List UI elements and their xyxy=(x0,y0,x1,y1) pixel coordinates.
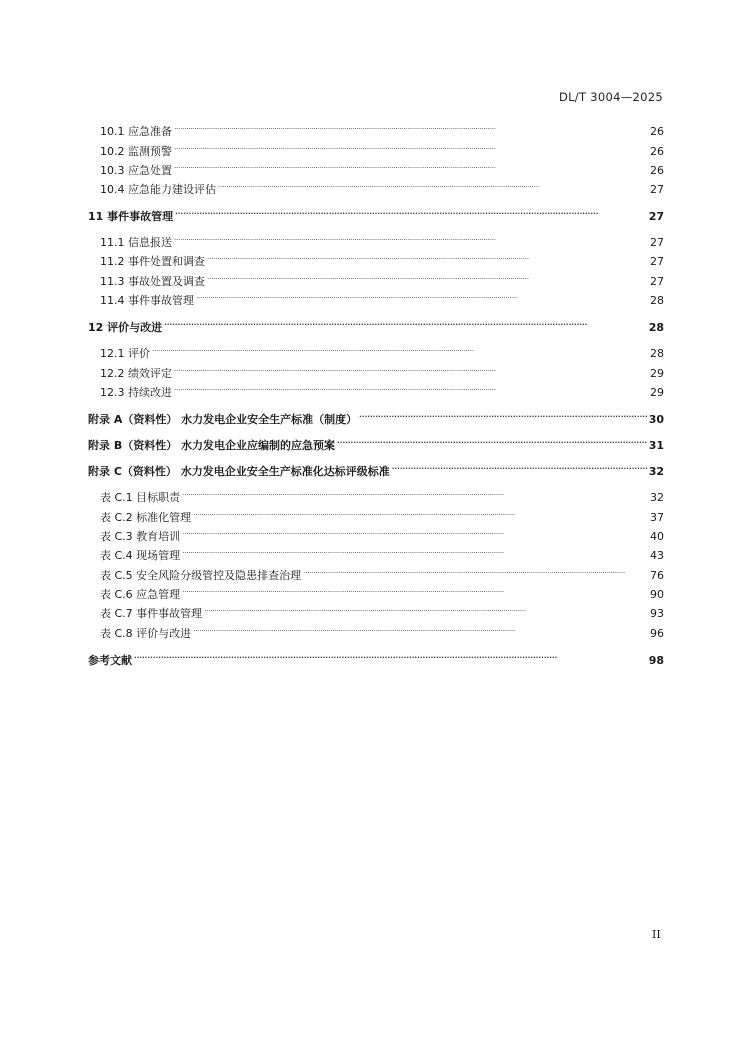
toc-entry-label: 11.1 信息报送 xyxy=(100,236,172,249)
toc-entry-label: 11 事件事故管理 xyxy=(88,210,174,223)
dot-leader xyxy=(182,485,648,501)
dot-leader xyxy=(207,249,648,265)
toc-entry-label: 12 评价与改进 xyxy=(88,321,163,334)
toc-entry-label: 表 C.2 标准化管理 xyxy=(100,511,192,524)
toc-entry-label: 11.2 事件处置和调查 xyxy=(100,255,205,268)
dot-leader xyxy=(182,582,648,598)
dot-leader xyxy=(359,407,647,423)
toc-entry[interactable] xyxy=(100,380,664,399)
toc-entry-page: 43 xyxy=(650,549,664,562)
toc-entry-label: 10.4 应急能力建设评估 xyxy=(100,183,216,196)
toc-entry[interactable] xyxy=(100,269,664,288)
toc-entry-page: 32 xyxy=(650,491,664,504)
toc-table-entry[interactable] xyxy=(100,601,664,620)
toc-appendix-entry[interactable] xyxy=(88,433,664,452)
toc-entry-page: 26 xyxy=(650,145,664,158)
toc-entry-page: 26 xyxy=(650,164,664,177)
toc-entry-page: 30 xyxy=(648,413,664,426)
toc-entry-label: 附录 B（资料性） 水力发电企业应编制的应急预案 xyxy=(88,439,336,452)
toc-entry-label: 附录 A（资料性） 水力发电企业安全生产标准（制度） xyxy=(88,413,358,426)
dot-leader xyxy=(337,433,647,449)
dot-leader xyxy=(392,459,647,475)
toc-entry-label: 表 C.4 现场管理 xyxy=(100,549,181,562)
dot-leader xyxy=(164,315,647,331)
toc-entry-page: 27 xyxy=(650,275,664,288)
toc-entry-label: 12.1 评价 xyxy=(100,347,150,360)
toc-entry-page: 27 xyxy=(648,210,664,223)
toc-entry-label: 参考文献 xyxy=(88,654,132,667)
toc-entry-label: 11.3 事故处置及调查 xyxy=(100,275,205,288)
toc-entry[interactable] xyxy=(100,158,664,177)
toc-entry-label: 表 C.5 安全风险分级管控及隐患排查治理 xyxy=(100,569,302,582)
toc-table-entry[interactable] xyxy=(100,524,664,543)
dot-leader xyxy=(152,341,648,357)
toc-entry[interactable] xyxy=(100,341,664,360)
toc-appendix-entry[interactable] xyxy=(88,459,664,478)
toc-entry-page: 76 xyxy=(650,569,664,582)
dot-leader xyxy=(174,119,648,135)
toc-entry-page: 31 xyxy=(648,439,664,452)
dot-leader xyxy=(182,543,648,559)
toc-entry-page: 90 xyxy=(650,588,664,601)
toc-entry-page: 29 xyxy=(650,386,664,399)
toc-chapter-entry[interactable] xyxy=(88,204,664,223)
dot-leader xyxy=(193,621,648,637)
toc-entry[interactable] xyxy=(100,177,664,196)
dot-leader xyxy=(174,158,648,174)
toc-entry-label: 表 C.6 应急管理 xyxy=(100,588,181,601)
page-number: II xyxy=(652,928,661,941)
dot-leader xyxy=(174,380,648,396)
toc-table-entry[interactable] xyxy=(100,505,664,524)
toc-table-entry[interactable] xyxy=(100,543,664,562)
dot-leader xyxy=(218,177,648,193)
toc-entry-label: 12.2 绩效评定 xyxy=(100,367,172,380)
dot-leader xyxy=(174,230,648,246)
toc-appendix-entry[interactable] xyxy=(88,407,664,426)
toc-entry-page: 27 xyxy=(650,236,664,249)
toc-entry-page: 26 xyxy=(650,125,664,138)
toc-entry[interactable] xyxy=(100,249,664,268)
toc-entry[interactable] xyxy=(100,230,664,249)
toc-entry-page: 28 xyxy=(648,321,664,334)
toc-entry-label: 10.2 监测预警 xyxy=(100,145,172,158)
toc-chapter-entry[interactable] xyxy=(88,315,664,334)
toc-entry[interactable] xyxy=(100,288,664,307)
dot-leader xyxy=(174,361,648,377)
toc-entry-page: 28 xyxy=(650,294,664,307)
toc-entry-label: 12.3 持续改进 xyxy=(100,386,172,399)
toc-entry-page: 27 xyxy=(650,255,664,268)
dot-leader xyxy=(134,648,647,664)
dot-leader xyxy=(193,505,648,521)
toc-entry-page: 28 xyxy=(650,347,664,360)
toc-entry-page: 32 xyxy=(648,465,664,478)
toc-entry-page: 93 xyxy=(650,607,664,620)
toc-entry-label: 表 C.7 事件事故管理 xyxy=(100,607,203,620)
toc-entry[interactable] xyxy=(100,361,664,380)
dot-leader xyxy=(207,269,648,285)
toc-entry[interactable] xyxy=(100,139,664,158)
toc-entry-page: 96 xyxy=(650,627,664,640)
toc-entry-label: 附录 C（资料性） 水力发电企业安全生产标准化达标评级标准 xyxy=(88,465,390,478)
toc-entry-label: 10.1 应急准备 xyxy=(100,125,172,138)
toc-entry-label: 表 C.1 目标职责 xyxy=(100,491,181,504)
dot-leader xyxy=(175,204,647,220)
toc-entry-label: 11.4 事件事故管理 xyxy=(100,294,194,307)
toc-table-entry[interactable] xyxy=(100,621,664,640)
dot-leader xyxy=(174,139,648,155)
dot-leader xyxy=(196,288,648,304)
toc-table-entry[interactable] xyxy=(100,563,664,582)
dot-leader xyxy=(204,601,648,617)
dot-leader xyxy=(303,563,648,579)
toc-entry-page: 40 xyxy=(650,530,664,543)
toc-entry-label: 表 C.8 评价与改进 xyxy=(100,627,192,640)
toc-references-entry[interactable] xyxy=(88,648,664,667)
dot-leader xyxy=(182,524,648,540)
toc-entry-page: 37 xyxy=(650,511,664,524)
toc-entry-page: 27 xyxy=(650,183,664,196)
toc-entry-page: 29 xyxy=(650,367,664,380)
toc-entry-page: 98 xyxy=(648,654,664,667)
toc-entry-label: 表 C.3 教育培训 xyxy=(100,530,181,543)
toc-entry-label: 10.3 应急处置 xyxy=(100,164,172,177)
toc-entry[interactable] xyxy=(100,119,664,138)
toc-table-entry[interactable] xyxy=(100,485,664,504)
toc-table-entry[interactable] xyxy=(100,582,664,601)
document-code: DL/T 3004—2025 xyxy=(558,90,663,104)
